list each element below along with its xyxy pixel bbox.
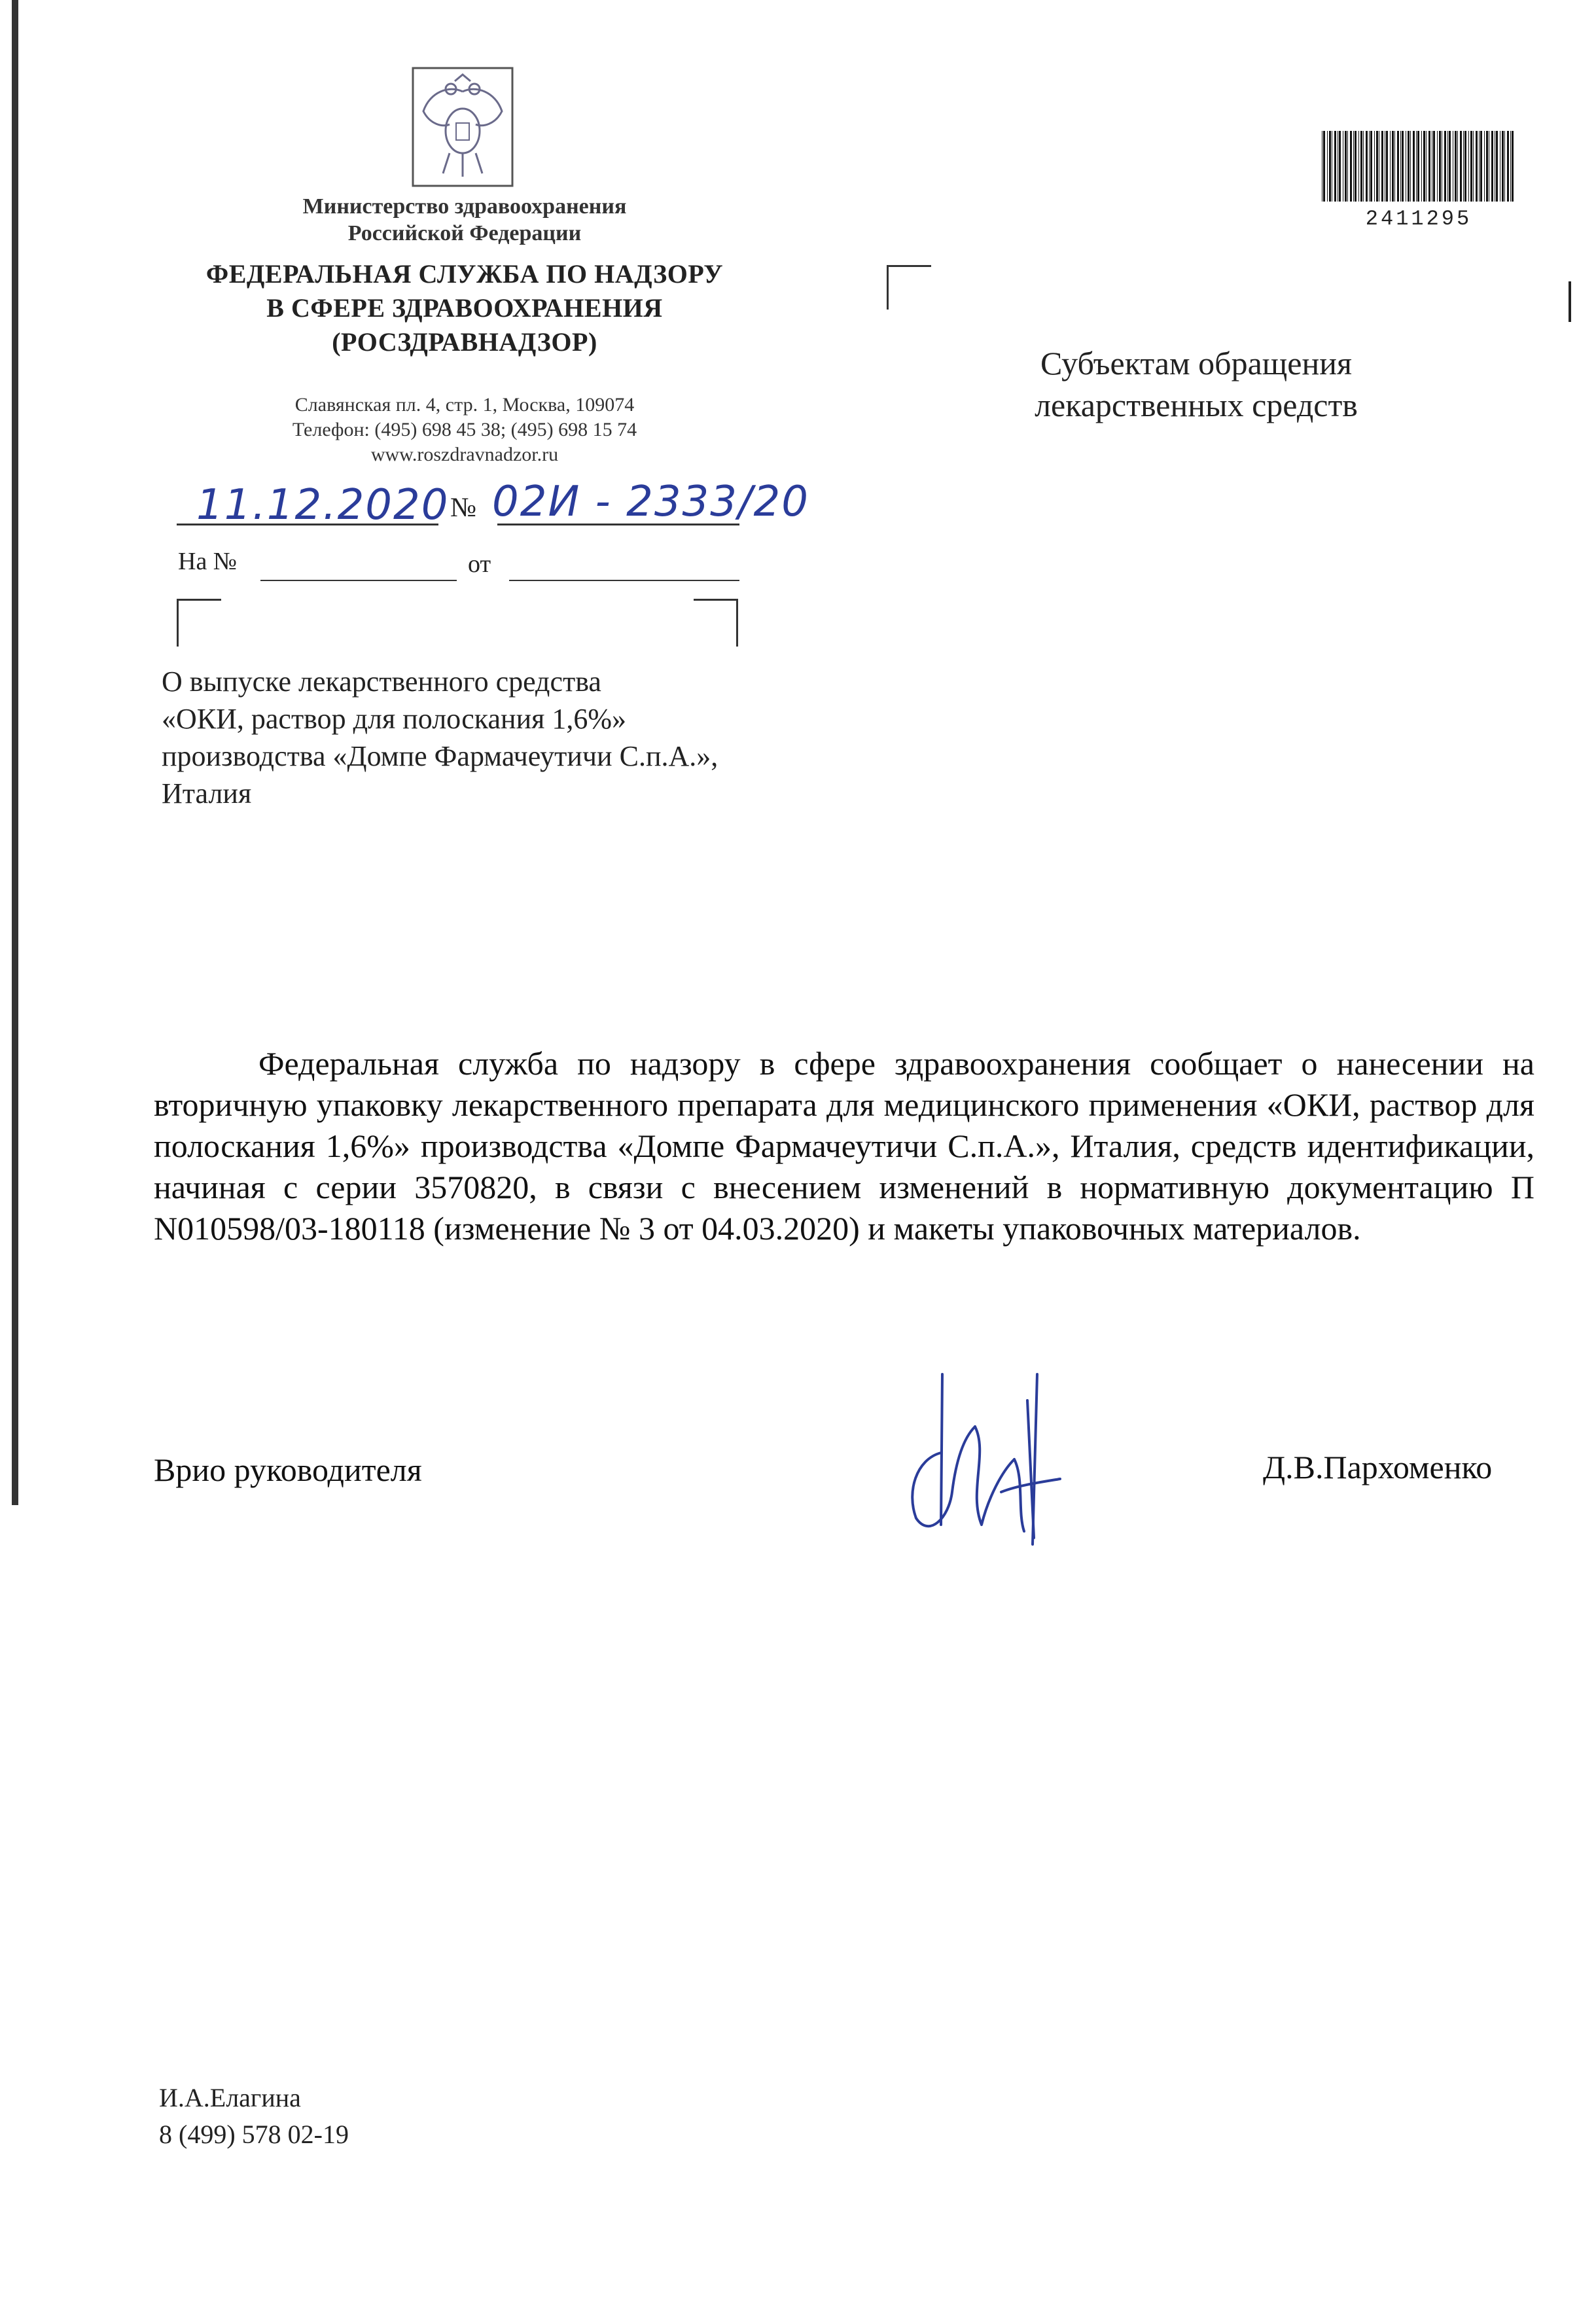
double-headed-eagle-emblem-icon: [410, 65, 515, 188]
barcode-bar: [1507, 131, 1509, 202]
barcode-bar: [1363, 131, 1364, 202]
handwritten-date: 11.12.2020: [196, 481, 450, 529]
handwritten-signature: [903, 1361, 1080, 1557]
barcode-bar: [1486, 131, 1488, 202]
barcode-bar: [1468, 131, 1469, 202]
reply-to-line: [260, 580, 457, 581]
barcode-bar: [1437, 131, 1438, 202]
barcode-number: 2411295: [1365, 207, 1472, 231]
barcode-bar: [1360, 131, 1362, 202]
address-block: [190, 393, 739, 467]
barcode-bar: [1327, 131, 1328, 202]
address-line-2: Телефон: (495) 698 45 38; (495) 698 15 74: [292, 419, 637, 440]
barcode-bar: [1358, 131, 1359, 202]
barcode-bar: [1433, 131, 1435, 202]
barcode-bar: [1353, 131, 1354, 202]
address-line-1: Славянская пл. 4, стр. 1, Москва, 109074: [294, 394, 635, 416]
barcode-bar: [1347, 131, 1348, 202]
addressee-bracket: [887, 265, 931, 310]
barcode-bar: [1390, 131, 1391, 202]
barcode-bar: [1369, 131, 1370, 202]
barcode-bar: [1345, 131, 1347, 202]
signatory-title: Врио руководителя: [154, 1451, 422, 1488]
barcode-bar: [1381, 131, 1383, 202]
subject-line-2: «ОКИ, раствор для полоскания 1,6%»: [162, 703, 627, 735]
addressee-line-1: Субъектам обращения: [1040, 345, 1352, 382]
barcode-bar: [1480, 131, 1482, 202]
reply-to-label: На №: [178, 548, 238, 575]
barcode-bar: [1366, 131, 1368, 202]
barcode-bar: [1504, 131, 1505, 202]
executor-block: [159, 2080, 349, 2153]
barcode-bar: [1350, 131, 1352, 202]
barcode-bar: [1413, 131, 1415, 202]
barcode-bar: [1484, 131, 1485, 202]
barcode-bar: [1476, 131, 1478, 202]
number-sign: №: [450, 493, 477, 523]
ministry-line-2: Российской Федерации: [347, 221, 582, 245]
scan-mark: [1569, 281, 1571, 322]
barcode-bar: [1479, 131, 1480, 202]
barcode-bar: [1457, 131, 1458, 202]
barcode-bar: [1417, 131, 1419, 202]
subject-line-1: О выпуске лекарственного средства: [162, 666, 601, 698]
barcode-bar: [1444, 131, 1446, 202]
service-line-3: (РОСЗДРАВНАДЗОР): [332, 327, 597, 357]
barcode-bar: [1491, 131, 1493, 202]
barcode-bar: [1402, 131, 1404, 202]
subject-bracket-right: [694, 599, 738, 647]
executor-phone: 8 (499) 578 02-19: [159, 2120, 349, 2149]
barcode-bar: [1416, 131, 1417, 202]
service-line-2: В СФЕРЕ ЗДРАВООХРАНЕНИЯ: [266, 293, 663, 323]
barcode-bar: [1376, 131, 1378, 202]
barcode-bar: [1463, 131, 1464, 202]
barcode-bar: [1392, 131, 1394, 202]
from-date-line: [509, 580, 739, 581]
barcode-bar: [1339, 131, 1341, 202]
barcode-bar: [1410, 131, 1411, 202]
service-name: [131, 257, 798, 359]
handwritten-number: 02И - 2333/20: [492, 478, 809, 526]
addressee-line-2: лекарственных средств: [1035, 387, 1358, 423]
barcode-bar: [1428, 131, 1430, 202]
barcode-bar: [1512, 131, 1514, 202]
barcode-bar: [1374, 131, 1375, 202]
scan-edge-shadow: [12, 0, 18, 1505]
barcode-bar: [1386, 131, 1388, 202]
subject-line-3: производства «Домпе Фармачеутичи С.п.А.»,: [162, 740, 718, 772]
barcode-bar: [1470, 131, 1472, 202]
barcode-bar: [1502, 131, 1504, 202]
barcode-bar: [1400, 131, 1401, 202]
barcode-bar: [1421, 131, 1422, 202]
service-line-1: ФЕДЕРАЛЬНАЯ СЛУЖБА ПО НАДЗОРУ: [205, 259, 724, 289]
barcode-bar: [1473, 131, 1474, 202]
website-link[interactable]: www.roszdravnadzor.ru: [370, 444, 559, 465]
barcode-bar: [1355, 131, 1357, 202]
signatory-name: Д.В.Пархоменко: [1263, 1449, 1493, 1485]
executor-name: И.А.Елагина: [159, 2083, 301, 2112]
subject-line-4: Италия: [162, 777, 252, 809]
barcode-bar: [1447, 131, 1448, 202]
barcode-bar: [1496, 131, 1498, 202]
barcode-bar: [1370, 131, 1372, 202]
barcode-bar: [1510, 131, 1511, 202]
ministry-line-1: Министерство здравоохранения: [302, 194, 627, 219]
barcode-bar: [1408, 131, 1410, 202]
barcode-bar: [1464, 131, 1466, 202]
body-paragraph: Федеральная служба по надзору в сфере здравоохранения сообщает о нанесении на вторичную упаковку лекарственного препарата для медицинского применения «ОКИ, раствор для полоскания 1,6%» производства «Домпе Фармачеутичи С.п.А.», Италия, средств идентификации, начиная с серии 3570820, в связи с внесением изменений в нормативную документацию П N010598/03-180118 (изменение № 3 от 04.03.2020) и макеты упаковочных материалов.: [154, 1045, 1534, 1247]
barcode-bar: [1449, 131, 1451, 202]
barcode-bar: [1397, 131, 1399, 202]
barcode: [1321, 131, 1517, 202]
subject-bracket-left: [177, 599, 221, 647]
barcode-bar: [1323, 131, 1325, 202]
barcode-bar: [1334, 131, 1336, 202]
barcode-bar: [1394, 131, 1395, 202]
barcode-bar: [1423, 131, 1425, 202]
addressee: [1000, 342, 1392, 426]
barcode-bar: [1426, 131, 1427, 202]
barcode-bar: [1460, 131, 1462, 202]
ministry-name: [196, 193, 733, 247]
barcode-bar: [1455, 131, 1457, 202]
letter-subject: [162, 663, 881, 812]
barcode-bar: [1329, 131, 1331, 202]
from-date-label: от: [468, 550, 491, 578]
barcode-bar: [1439, 131, 1441, 202]
